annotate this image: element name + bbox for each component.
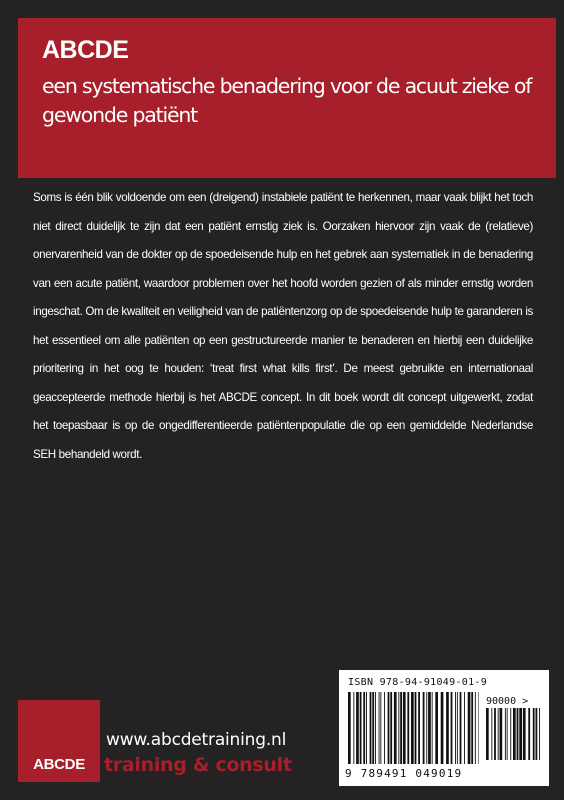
barcode-bar	[435, 692, 438, 764]
barcode-bar	[372, 692, 374, 764]
barcode-bar	[390, 692, 392, 764]
barcode-bar	[418, 692, 420, 764]
barcode-bar	[411, 692, 414, 764]
barcode-bar	[398, 692, 399, 764]
barcode-bar	[441, 692, 444, 764]
book-subtitle: een systematische benadering voor de acuut zieke of gewonde patiënt	[42, 74, 532, 127]
barcode-bar	[505, 708, 506, 760]
barcode-bar	[375, 692, 376, 764]
barcode-bar	[479, 692, 480, 764]
barcode-bar	[380, 692, 381, 764]
publisher-logo-text: ABCDE	[33, 756, 85, 773]
barcode-bar	[388, 692, 390, 764]
barcode-bar	[423, 692, 425, 764]
barcode-bar	[446, 692, 449, 764]
barcode-bar	[519, 708, 522, 760]
barcode-bar	[523, 708, 526, 760]
barcode-bar	[533, 708, 535, 760]
blurb-text: Soms is één blik voldoende om een (dreigend) instabiele patiënt te herkennen, maar vaak blijkt het toch niet direct duidelijk te zijn dat een patiënt ernstig ziek is. Oorzaken hiervoor zijn vaak de (relatieve) onervarenheid van de dokter op de spoedeisende hulp en het gebrek aan systematiek in de benadering van een acute patiënt, waardoor problemen over het hoofd worden gezien of als minder ernstig worden ingeschat. Om de kwaliteit en veiligheid van de patiëntenzorg op de spoedeisende hulp te garanderen is het essentieel om alle patiënten op een gestructureerde manier te benaderen en hierbij een duidelijke prioritering in het oog te houden: ‘treat first what kills first’. De meest gebruikte en internationaal geaccepteerde methode hierbij is het ABCDE concept. In dit boek wordt dit concept uitgewerkt, zodat het toepasbaar is op de ongedifferentieerde patiëntenpopulatie die op een gemiddelde Nederlandse SEH behandeld wordt.	[33, 191, 533, 461]
barcode-bar	[384, 692, 385, 764]
barcode-bar	[460, 692, 462, 764]
barcode-bar	[498, 708, 499, 760]
barcode-bar	[536, 708, 538, 760]
barcode-bar	[455, 692, 456, 764]
barcode-bar	[403, 692, 406, 764]
barcode-bar	[517, 708, 519, 760]
price-addon-label: 90000 >	[486, 696, 529, 707]
barcode-bar	[486, 708, 489, 760]
barcode-bar	[464, 692, 465, 764]
barcode-bar	[360, 692, 362, 764]
barcode-bar	[451, 692, 453, 764]
barcode-bar	[356, 692, 359, 764]
isbn-barcode	[339, 670, 549, 786]
barcode-bar	[528, 708, 530, 760]
barcode-bar	[379, 692, 380, 764]
barcode-bar	[348, 692, 351, 764]
ean-bars	[348, 692, 479, 764]
barcode-bar	[491, 708, 492, 760]
barcode-bar	[513, 708, 516, 760]
book-title: ABCDE	[42, 36, 129, 64]
isbn-label: ISBN 978-94-91049-01-9	[348, 677, 488, 688]
barcode-bar	[507, 708, 508, 760]
barcode-bar	[471, 692, 473, 764]
addon-bars	[486, 708, 540, 760]
barcode-bar	[363, 692, 365, 764]
barcode-bar	[432, 692, 433, 764]
barcode-bar	[510, 708, 511, 760]
barcode-bar	[500, 708, 503, 760]
barcode-bar	[366, 692, 367, 764]
barcode-bar	[426, 692, 427, 764]
barcode-bar	[468, 692, 471, 764]
publisher-tagline: training & consult	[104, 754, 292, 776]
barcode-bar	[428, 692, 431, 764]
barcode-bar	[475, 692, 476, 764]
publisher-website: www.abcdetraining.nl	[106, 730, 287, 750]
barcode-bar	[407, 692, 409, 764]
barcode-bar	[457, 692, 458, 764]
barcode-bar	[394, 692, 397, 764]
ean-number: 9 789491 049019	[345, 767, 463, 780]
barcode-bar	[494, 708, 496, 760]
barcode-bar	[353, 692, 354, 764]
barcode-bar	[400, 692, 402, 764]
barcode-bar	[539, 708, 540, 760]
barcode-bar	[415, 692, 417, 764]
barcode-bar	[370, 692, 372, 764]
